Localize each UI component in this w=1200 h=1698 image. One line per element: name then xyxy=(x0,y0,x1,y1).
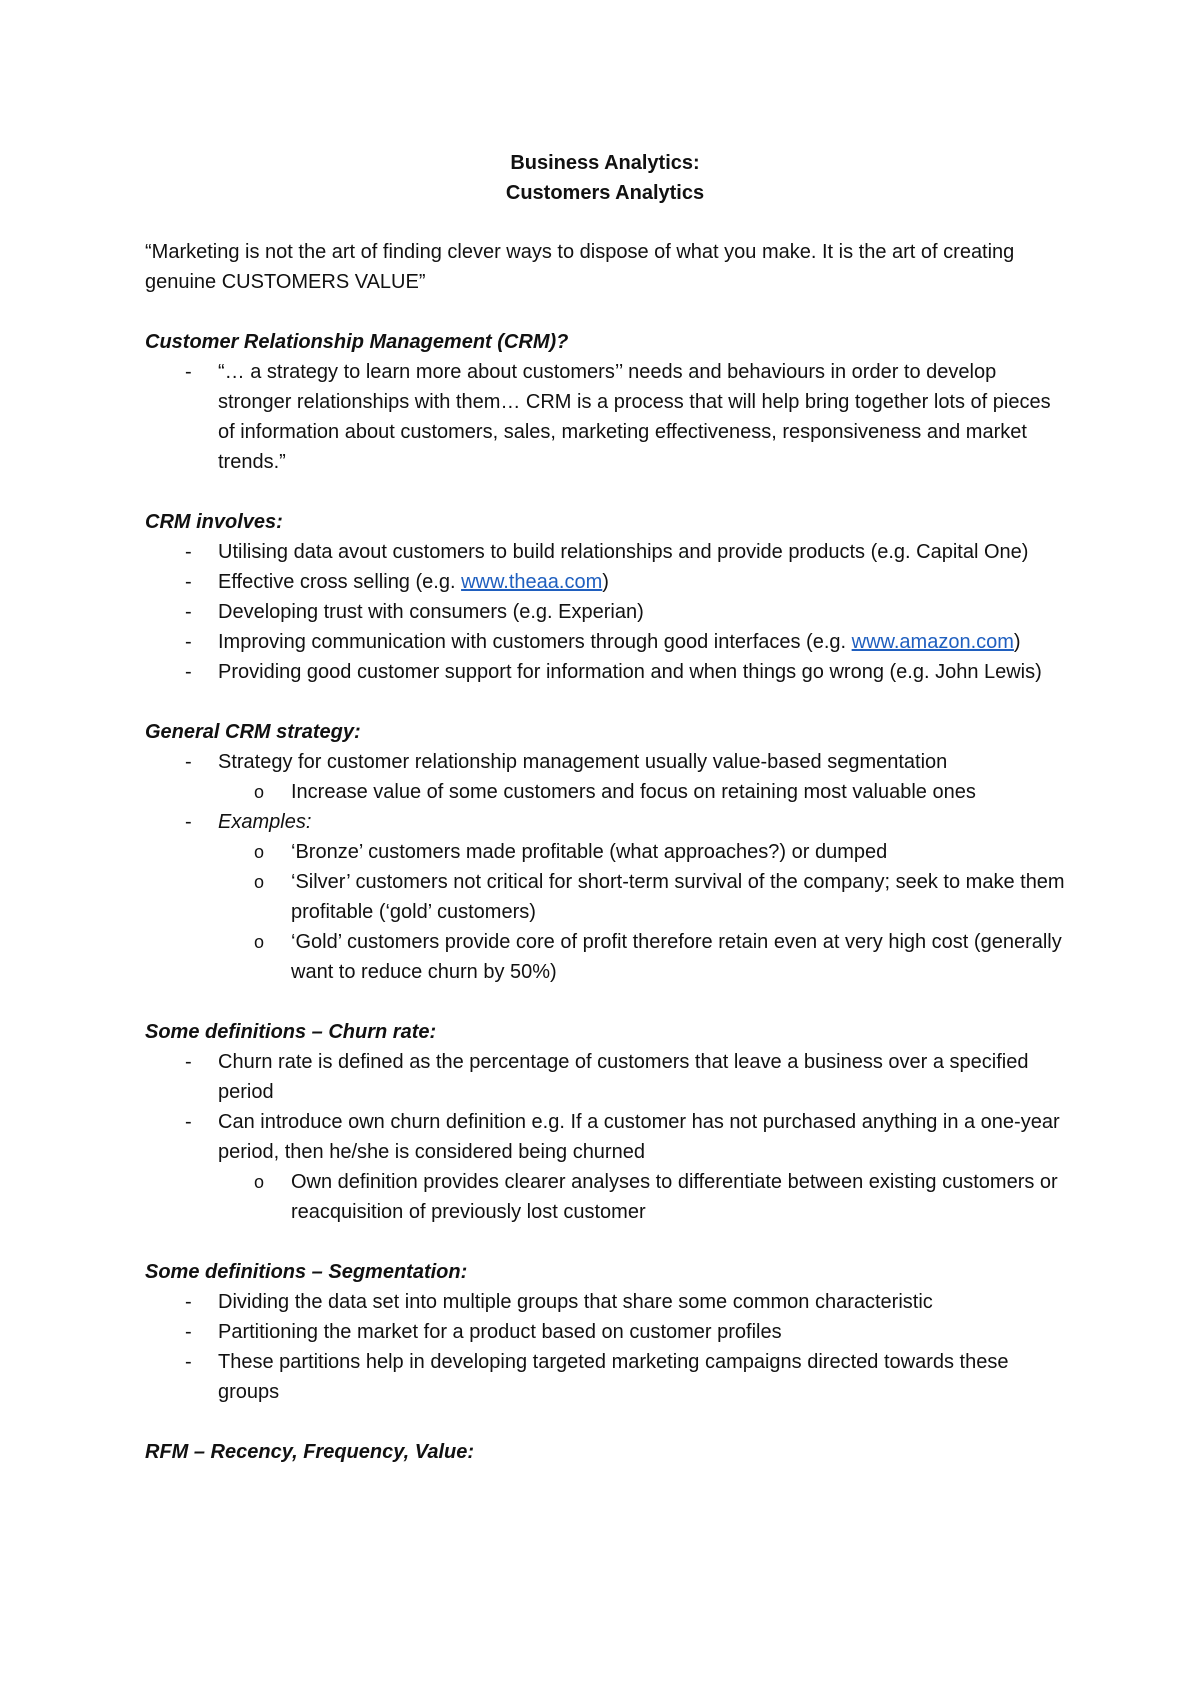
churn-item-text: Churn rate is defined as the percentage of customers that leave a business over a specified period xyxy=(218,1051,1029,1103)
involves-item-text: Improving communication with customers through good interfaces (e.g. xyxy=(218,631,852,653)
rfm-heading: RFM – Recency, Frequency, Value: xyxy=(145,1441,474,1463)
list-item xyxy=(145,357,1065,477)
crm-involves-heading: CRM involves: xyxy=(145,511,283,533)
dash-bullet: - xyxy=(185,601,192,623)
segmentation-item-text: These partitions help in developing targeted marketing campaigns directed towards these groups xyxy=(218,1351,1009,1403)
churn-sublist xyxy=(218,1167,1065,1227)
example-text: ‘Bronze’ customers made profitable (what approaches?) or dumped xyxy=(291,841,888,863)
crm-definition-text: “… a strategy to learn more about customers’’ needs and behaviours in order to develop stronger relationships with them… CRM is a process that will help bring together lots of pieces of information about customers, sales, marketing effectiveness, responsiveness and market trends.” xyxy=(218,361,1051,473)
sub-list-item xyxy=(218,1167,1065,1227)
examples-sublist xyxy=(218,837,1065,987)
sub-list-item xyxy=(218,927,1065,987)
dash-bullet: - xyxy=(185,751,192,773)
dash-bullet: - xyxy=(185,571,192,593)
example-text: ‘Silver’ customers not critical for short-term survival of the company; seek to make them profitable (‘gold’ customers) xyxy=(291,871,1065,923)
churn-list xyxy=(145,1047,1065,1227)
sub-list-item xyxy=(218,837,1065,867)
sub-list-item xyxy=(218,777,1065,807)
list-item xyxy=(145,627,1065,657)
segmentation-heading: Some definitions – Segmentation: xyxy=(145,1261,468,1283)
dash-bullet: - xyxy=(185,1051,192,1073)
churn-subitem-text: Own definition provides clearer analyses to differentiate between existing customers or reacquisition of previously lost customer xyxy=(291,1171,1058,1223)
strategy-sublist xyxy=(218,777,1065,807)
strategy-item-text: Strategy for customer relationship management usually value-based segmentation xyxy=(218,751,948,773)
dash-bullet: - xyxy=(185,361,192,383)
involves-item-text: ) xyxy=(1013,631,1021,653)
document-body xyxy=(145,148,1065,1467)
churn-item-text: Can introduce own churn definition e.g. If a customer has not purchased anything in a one-year period, then he/she is considered being churned xyxy=(218,1111,1060,1163)
opening-quote: “Marketing is not the art of finding clever ways to dispose of what you make. It is the art of creating genuine CUSTOMERS VALUE” xyxy=(145,241,1015,293)
document-title-line1: Business Analytics: xyxy=(510,152,700,174)
circle-bullet: o xyxy=(254,872,265,892)
dash-bullet: - xyxy=(185,1291,192,1313)
strategy-heading: General CRM strategy: xyxy=(145,721,361,743)
circle-bullet: o xyxy=(254,782,265,802)
involves-item-text: ) xyxy=(602,571,609,593)
strategy-subitem-text: Increase value of some customers and focus on retaining most valuable ones xyxy=(291,781,976,803)
crm-definition-list xyxy=(145,357,1065,477)
dash-bullet: - xyxy=(185,811,192,833)
sub-list-item xyxy=(218,867,1065,927)
example-text: ‘Gold’ customers provide core of profit therefore retain even at very high cost (generally want to reduce churn by 50%) xyxy=(291,931,1062,983)
list-item xyxy=(145,657,1065,687)
list-item xyxy=(145,537,1065,567)
dash-bullet: - xyxy=(185,1321,192,1343)
involves-item-text: Effective cross selling (e.g. xyxy=(218,571,462,593)
circle-bullet: o xyxy=(254,1172,265,1192)
involves-item-text: Developing trust with consumers (e.g. Experian) xyxy=(218,601,644,623)
segmentation-item-text: Dividing the data set into multiple groups that share some common characteristic xyxy=(218,1291,933,1313)
segmentation-list xyxy=(145,1287,1065,1407)
strategy-list xyxy=(145,747,1065,987)
document-title-line2: Customers Analytics xyxy=(505,182,705,204)
list-item xyxy=(145,807,1065,987)
crm-involves-list xyxy=(145,537,1065,687)
theaa-link[interactable]: www.theaa.com xyxy=(461,571,603,593)
list-item xyxy=(145,597,1065,627)
crm-heading: Customer Relationship Management (CRM)? xyxy=(145,331,569,353)
dash-bullet: - xyxy=(185,541,192,563)
segmentation-item-text: Partitioning the market for a product based on customer profiles xyxy=(218,1321,782,1343)
involves-item-text: Providing good customer support for information and when things go wrong (e.g. John Lewis) xyxy=(218,661,1042,683)
dash-bullet: - xyxy=(185,661,192,683)
list-item xyxy=(145,1047,1065,1107)
list-item xyxy=(145,1107,1065,1227)
amazon-link[interactable]: www.amazon.com xyxy=(851,631,1014,653)
circle-bullet: o xyxy=(254,842,265,862)
examples-label: Examples: xyxy=(218,811,312,833)
churn-heading: Some definitions – Churn rate: xyxy=(145,1021,437,1043)
involves-item-text: Utilising data avout customers to build relationships and provide products (e.g. Capital One) xyxy=(218,541,1029,563)
list-item xyxy=(145,747,1065,807)
list-item xyxy=(145,1287,1065,1317)
list-item xyxy=(145,567,1065,597)
dash-bullet: - xyxy=(185,1111,192,1133)
dash-bullet: - xyxy=(185,631,192,653)
list-item xyxy=(145,1317,1065,1347)
list-item xyxy=(145,1347,1065,1407)
circle-bullet: o xyxy=(254,932,265,952)
dash-bullet: - xyxy=(185,1351,192,1373)
